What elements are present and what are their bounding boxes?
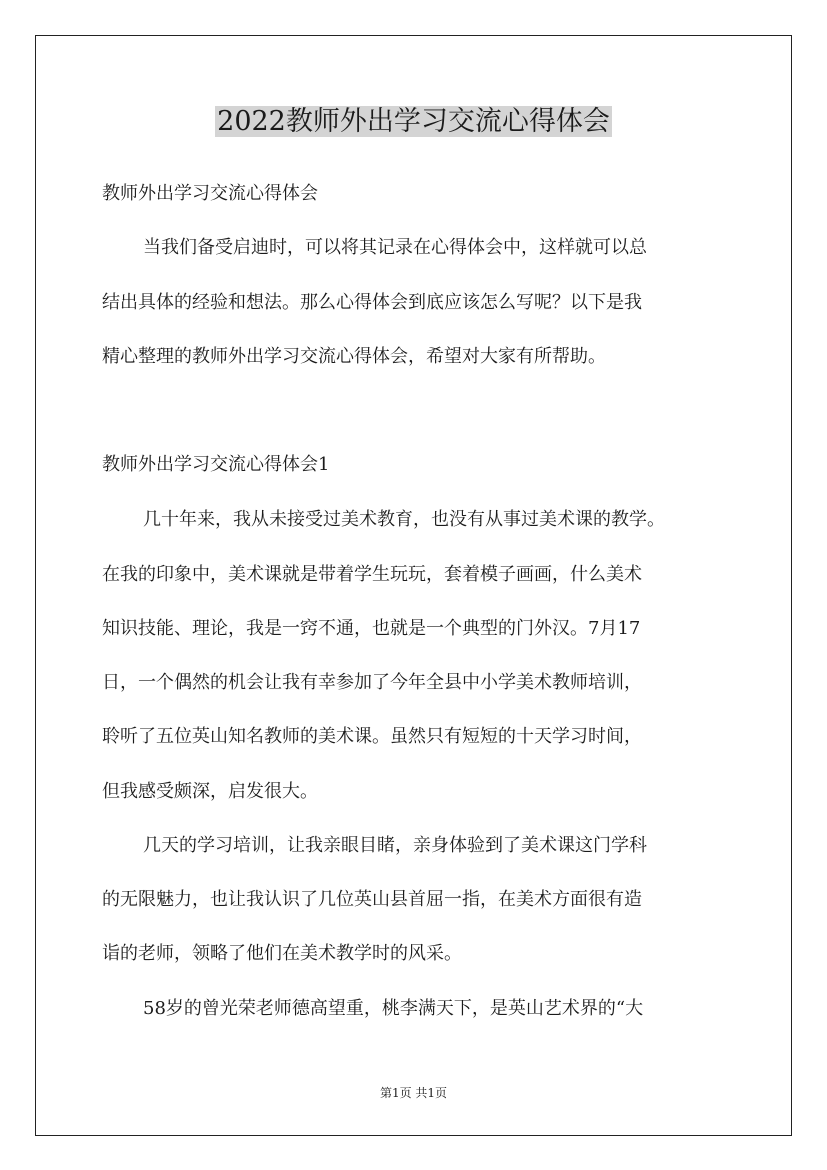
paragraph-line: 几十年来，我从未接受过美术教育，也没有从事过美术课的教学。 [143,509,665,530]
intro-line: 结出具体的经验和想法。那么心得体会到底应该怎么写呢？以下是我 [102,292,642,313]
document-title-text: 2022教师外出学习交流心得体会 [217,106,610,137]
subheading: 教师外出学习交流心得体会 [102,183,318,204]
document-title [0,102,827,142]
paragraph-line: 在我的印象中，美术课就是带着学生玩玩，套着模子画画，什么美术 [102,564,642,585]
paragraph-line: 58岁的曾光荣老师德高望重，桃李满天下，是英山艺术界的“大 [143,998,644,1019]
paragraph-line: 几天的学习培训，让我亲眼目睹，亲身体验到了美术课这门学科 [143,835,647,856]
paragraph-line: 但我感受颇深，启发很大。 [102,781,318,802]
page-footer: 第1页 共1页 [379,1086,448,1100]
paragraph-line: 聆听了五位英山知名教师的美术课。虽然只有短短的十天学习时间， [102,726,642,747]
paragraph-line: 的无限魅力，也让我认识了几位英山县首屈一指，在美术方面很有造 [102,889,642,910]
intro-line: 当我们备受启迪时，可以将其记录在心得体会中，这样就可以总 [143,237,647,258]
section-heading: 教师外出学习交流心得体会1 [102,454,330,475]
paragraph-line: 知识技能、理论，我是一窍不通，也就是一个典型的门外汉。7月17 [102,618,641,639]
paragraph-line: 日，一个偶然的机会让我有幸参加了今年全县中小学美术教师培训， [102,672,642,693]
intro-line: 精心整理的教师外出学习交流心得体会，希望对大家有所帮助。 [102,346,606,367]
paragraph-line: 诣的老师，领略了他们在美术教学时的风采。 [102,943,462,964]
